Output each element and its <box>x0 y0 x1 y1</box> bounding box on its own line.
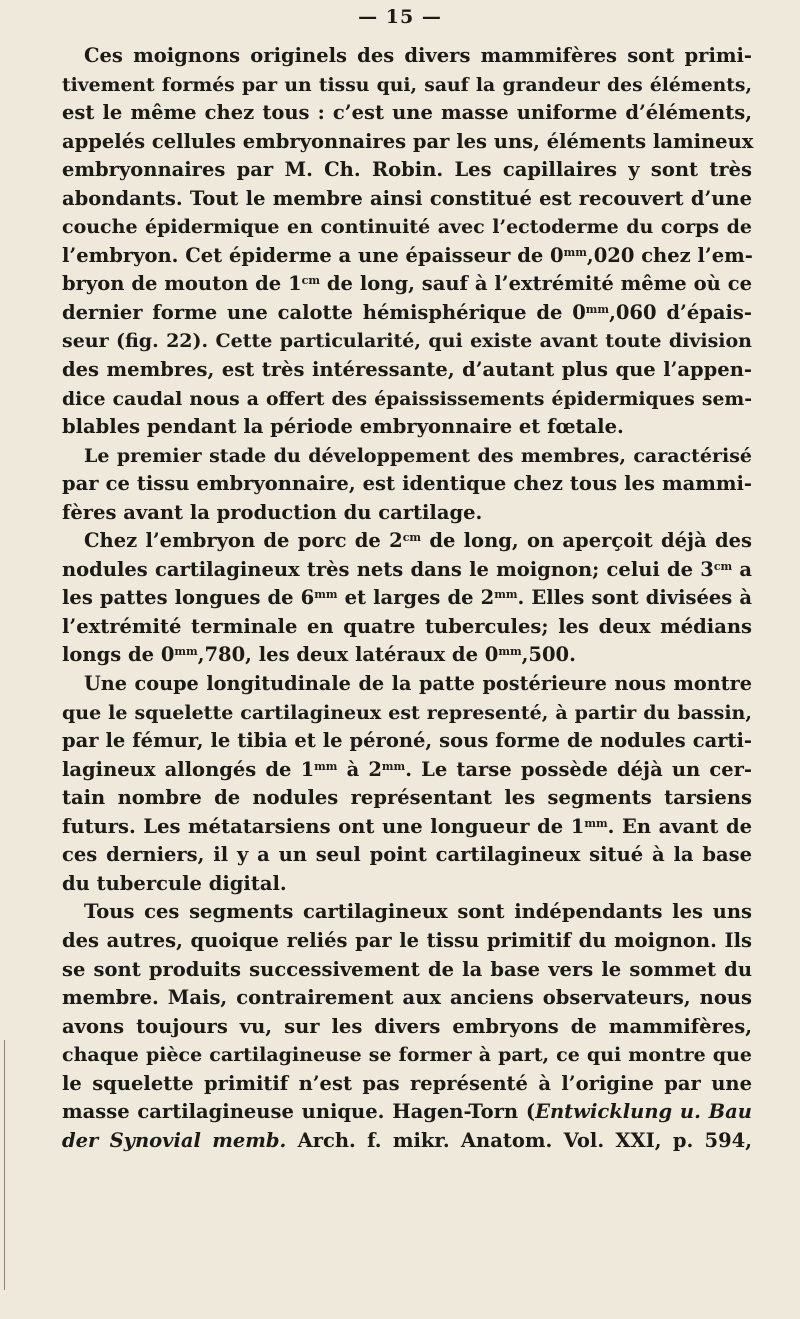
text-line: des membres, est très intéressante, d’autant plus que l’appen- <box>62 358 752 382</box>
text-line: chaque pièce cartilagineuse se former à part, ce qui montre que <box>62 1044 752 1067</box>
text-line: blables pendant la période embryonnaire et fœtale. <box>62 415 624 439</box>
text-line: l’embryon. Cet épiderme a une épaisseur de $0^{mm},020$ chez l’em- <box>62 243 753 267</box>
text-line: Une coupe longitudinale de la patte postérieure nous montre <box>84 672 752 696</box>
text-line: couche épidermique en continuité avec l’ectoderme du corps de <box>62 216 752 239</box>
text-line: Chez l’embryon de porc de $2^{cm}$ de long, on aperçoit déjà des <box>84 529 752 553</box>
text-line: Ces moignons originels des divers mammifères sont primi- <box>84 44 752 67</box>
text-line: bryon de mouton de $1^{cm}$ de long, sauf à l’extrémité même où ce <box>62 272 752 296</box>
text-line: fères avant la production du cartilage. <box>62 500 483 524</box>
text-line: se sont produits successivement de la base vers le sommet du <box>62 957 752 981</box>
text-line: membre. Mais, contrairement aux anciens observateurs, nous <box>62 986 752 1010</box>
text-line: dice caudal nous a offert des épaississements épidermiques sem- <box>62 387 752 410</box>
text-line: ces derniers, il y a un seul point cartilagineux situé à la base <box>62 843 752 867</box>
text-line: par ce tissu embryonnaire, est identique chez tous les mammi- <box>62 472 752 496</box>
text-line: le squelette primitif n’est pas représenté à l’origine par une <box>62 1071 752 1095</box>
text-line: par le fémur, le tibia et le péroné, sous forme de nodules carti- <box>62 729 752 753</box>
text-line: que le squelette cartilagineux est representé, à partir du bassin, <box>62 701 752 724</box>
text-line: des autres, quoique reliés par le tissu primitif du moignon. Ils <box>62 928 752 952</box>
text-line: lagineux allongés de $1^{mm}$ à $2^{mm}$. Le tarse possède déjà un cer- <box>62 757 753 781</box>
text-line: futurs. Les métatarsiens ont une longueur de $1^{mm}$. En avant de <box>62 814 753 838</box>
text-line: masse cartilagineuse unique. Hagen-Torn (Entwicklung u. Bau <box>62 1100 752 1124</box>
text-line: dernier forme une calotte hémisphérique de $0^{mm},060$ d’épais- <box>62 300 752 324</box>
text-line: seur (fig. 22). Cette particularité, qui existe avant toute division <box>62 330 752 353</box>
text-line: l’extrémité terminale en quatre tubercules; les deux médians <box>62 614 752 638</box>
text-line: der Synovial memb. Arch. f. mikr. Anatom. Vol. XXI, p. 594, <box>62 1128 752 1152</box>
text-line: tain nombre de nodules représentant les segments tarsiens <box>62 786 752 810</box>
body-text <box>62 42 752 1155</box>
text-line: Tous ces segments cartilagineux sont indépendants les uns <box>84 900 752 924</box>
text-line: est le même chez tous : c’est une masse uniforme d’éléments, <box>62 101 752 125</box>
text-line: appelés cellules embryonnaires par les uns, éléments lamineux <box>62 129 754 153</box>
text-line: Le premier stade du développement des membres, caractérisé <box>84 444 752 467</box>
text-line: les pattes longues de $6^{mm}$ et larges de $2^{mm}$. Elles sont divisées à <box>62 586 753 610</box>
text-line: nodules cartilagineux très nets dans le moignon; celui de $3^{cm}$ a <box>62 557 752 581</box>
page-edge-line <box>4 1040 5 1290</box>
page-number: — 15 — <box>358 6 442 28</box>
text-line: longs de $0^{mm},780$, les deux latéraux de $0^{mm},500$. <box>62 643 576 667</box>
text-line: tivement formés par un tissu qui, sauf la grandeur des éléments, <box>62 73 752 96</box>
text-line: embryonnaires par M. Ch. Robin. Les capillaires y sont très <box>62 158 752 182</box>
text-line: avons toujours vu, sur les divers embryons de mammifères, <box>62 1014 752 1038</box>
text-line: du tubercule digital. <box>62 871 287 895</box>
text-line: abondants. Tout le membre ainsi constitué est recouvert d’une <box>62 186 752 210</box>
